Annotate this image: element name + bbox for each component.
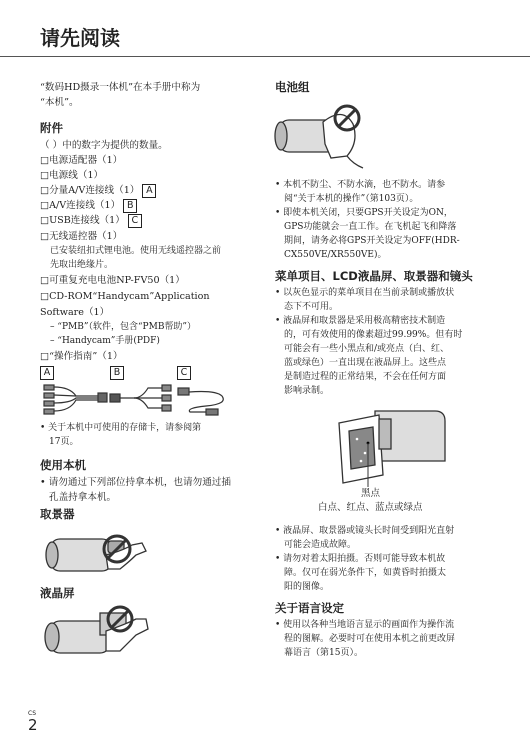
language-heading: 关于语言设定 <box>275 601 344 615</box>
color-dots-label: 白点、红点、蓝点或绿点 <box>318 502 423 513</box>
cd-sub-2: – “Handycam”手册(PDF) <box>50 336 160 346</box>
battery-item: □可重复充电电池NP-FV50（1） <box>40 275 185 286</box>
cdrom-line-1: □CD-ROM“Handycam”Application <box>40 291 210 302</box>
lcd-hold-illustration <box>40 603 155 665</box>
menu-bullet-2e: 是制造过程的正常结果，不会在任何方面 <box>284 372 447 382</box>
menu-bullet-1a: • 以灰色显示的菜单项目在当前录制或播放状 <box>275 288 455 298</box>
cable-label-c: C <box>177 366 191 380</box>
using-text-2: 孔盖持拿本机。 <box>49 492 117 503</box>
label-box-c: C <box>128 214 142 228</box>
guide-item: □“操作指南”（1） <box>40 351 123 362</box>
black-dot-label: 黑点 <box>361 488 381 499</box>
media-note-1: • 关于本机中可使用的存储卡，请参阅第 <box>40 423 202 433</box>
accessory-item: □电源线（1） <box>40 170 104 181</box>
lcd-bullet-2c: 阳的图像。 <box>284 582 330 592</box>
language-text-1: • 使用以各种当地语言显示的画面作为操作流 <box>275 620 455 630</box>
menu-bullet-2d: 蓝或绿色）一直出现在液晶屏上。这些点 <box>284 358 447 368</box>
viewfinder-hold-illustration <box>42 525 152 585</box>
language-text-3: 幕语言（第15页）。 <box>284 648 363 658</box>
accessory-item: □A/V连接线（1） B <box>40 198 137 213</box>
intro-line-2: “本机”。 <box>40 97 79 108</box>
remote-note-1: 已安装纽扣式锂电池。使用无线遥控器之前 <box>50 246 222 256</box>
menu-bullet-2b: 的，可有效使用的像素超过99.99%。但有时 <box>284 330 463 340</box>
av-cable-icon <box>108 382 174 418</box>
menu-bullet-2a: • 液晶屏和取景器是采用极高精密技术制造 <box>275 316 446 326</box>
accessory-item: □电源适配器（1） <box>40 155 123 166</box>
battery-bullet-1a: • 本机不防尘、不防水滴，也不防水。请参 <box>275 180 446 190</box>
battery-bullet-1b: 阅“关于本机的操作”（第103页）。 <box>284 194 419 204</box>
battery-bullet-2b: GPS功能就会一直工作。在飞机起飞和降落 <box>284 222 457 232</box>
battery-bullet-2a: • 即使本机关闭，只要GPS开关设定为ON， <box>275 208 453 218</box>
lcd-dots-illustration <box>335 405 447 487</box>
accessory-item: □无线遥控器（1） <box>40 231 123 242</box>
lcd-bullet-2a: • 请勿对着太阳拍摄。否则可能导致本机故 <box>275 554 446 564</box>
menu-bullet-2f: 影响录制。 <box>284 386 330 396</box>
battery-heading: 电池组 <box>275 80 310 94</box>
page-lang-code: CS <box>28 710 36 717</box>
battery-bullet-2d: CX550VE/XR550VE)。 <box>284 250 387 260</box>
battery-bullet-2c: 期间，请务必将GPS开关设定为OFF(HDR- <box>284 236 460 246</box>
lcd-heading: 液晶屏 <box>40 586 75 600</box>
using-heading: 使用本机 <box>40 458 86 472</box>
language-text-2: 程的图解。必要时可在使用本机之前更改屏 <box>284 634 456 644</box>
menu-bullet-2c: 可能会有一些小黑点和/或亮点（白、红、 <box>284 344 450 354</box>
cd-sub-1: – “PMB”（软件，包含“PMB帮助”） <box>50 322 197 332</box>
remote-note-2: 先取出绝缘片。 <box>50 260 114 270</box>
using-text-1: • 请勿通过下列部位持拿本机，也请勿通过插 <box>40 477 231 488</box>
viewfinder-heading: 取景器 <box>40 507 75 521</box>
menu-heading: 菜单项目、LCD液晶屏、取景器和镜头 <box>275 269 473 283</box>
intro-line-1: “数码HD摄录一体机”在本手册中称为 <box>40 82 201 93</box>
menu-bullet-1b: 态下不可用。 <box>284 302 339 312</box>
cable-label-a: A <box>40 366 54 380</box>
page-number: 2 <box>28 716 38 734</box>
cdrom-line-2: Software（1） <box>40 307 110 318</box>
usb-cable-icon <box>176 382 236 418</box>
accessory-item: □USB连接线（1） C <box>40 213 142 228</box>
accessories-note: （ ）中的数字为提供的数量。 <box>40 140 168 151</box>
lcd-bullet-1b: 可能会造成故障。 <box>284 540 357 550</box>
cable-label-b: B <box>110 366 124 380</box>
media-note-2: 17页。 <box>49 437 79 447</box>
label-box-a: A <box>142 184 156 198</box>
component-av-cable-icon <box>40 382 110 418</box>
label-box-b: B <box>123 199 137 213</box>
page-title: 请先阅读 <box>40 26 120 50</box>
lcd-bullet-1a: • 液晶屏、取景器或镜头长时间受到阳光直射 <box>275 526 455 536</box>
accessory-item: □分量A/V连接线（1） A <box>40 183 156 198</box>
lcd-bullet-2b: 障。仅可在弱光条件下，如黄昏时拍摄太 <box>284 568 447 578</box>
accessories-heading: 附件 <box>40 121 63 135</box>
battery-hold-illustration <box>273 98 375 172</box>
title-rule <box>0 56 530 57</box>
